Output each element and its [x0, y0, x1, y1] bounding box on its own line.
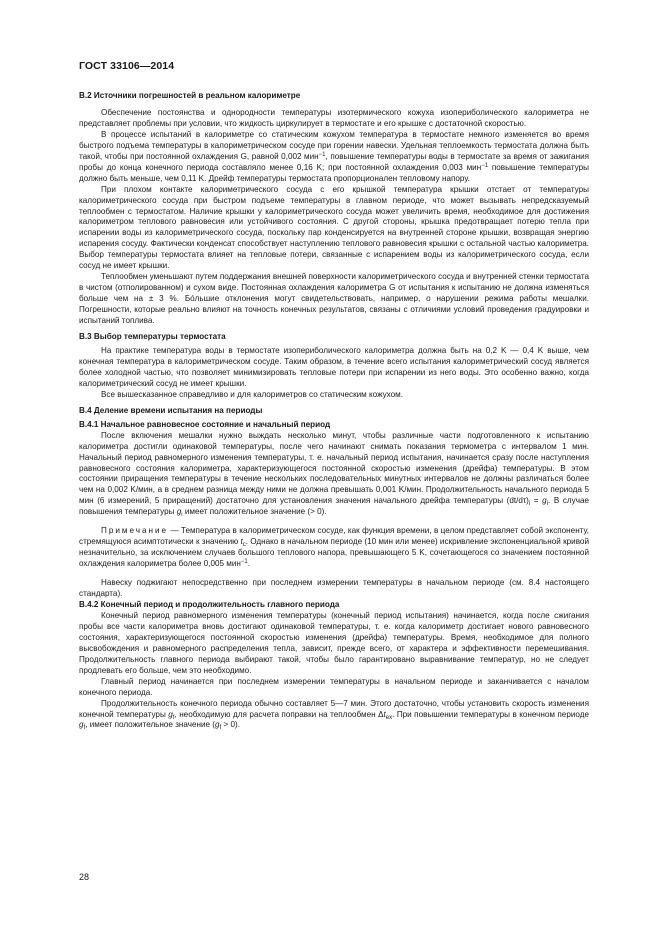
document-body [79, 91, 589, 731]
section-b2-paragraph-2: В процессе испытаний в калориметре со статическим кожухом температура в термостате немного изменяется во время быстрого подъема температуры в калориметрическом сосуде при горении навески. Удельная теплоемкость термостата должна быть такой, чтобы при постоянной охлаждения G, равной 0,002 мин$^{-1}$, повышение температуры воды в термостате за время от зажигания пробы до конца конечного периода составляло менее 0,16 K; при постоянной охлаждения 0,003 мин$^{-1}$ повышение температуры должно быть меньше, чем 0,11 K. Дрейф температуры термостата пропорционален тепловому напору. [79, 129, 590, 183]
section-b3-title: В.3 Выбор температуры термостата [79, 332, 226, 342]
section-b2-title: В.2 Источники погрешностей в реальном калориметре [79, 91, 301, 100]
section-b2-paragraph-4: Теплообмен уменьшают путем поддержания внешней поверхности калориметрического сосуда и внутренней стенки термостата в чистом (отполированном) и сухом виде. Постоянная охлаждения калориметра G от испытания к испытанию не должна изменяться больше чем на ± 3 %. Бóльшие отклонения могут свидетельствовать, например, о нарушении режима работы мешалки. Погрешности, которые реально влияют на точность конечных результатов, связаны с отличиями условий проведения градуировки и испытаний топлива. [79, 272, 589, 326]
section-b4-2-paragraph-3: Продолжительность конечного периода обычно составляет 5—7 мин. Этого достаточно, чтобы установить скорость изменения конечной температуры $g_f$, необходимую для расчета поправки на теплообмен $\Delta t_{ex}$. При повышении температуры в конечном периоде $g_f$, имеет положительное значение $(g_f > 0)$. [79, 698, 589, 732]
section-b4-2-title: В.4.2 Конечный период и продолжительность главного периода [79, 599, 340, 609]
page-number: 28 [79, 872, 90, 882]
section-b2-paragraph-1: Обеспечение постоянства и однородности температуры изотермического кожуха изопериболического калориметра не представляет проблемы при условии, что жидкость циркулирует в термостате и его крышке с достаточной скоростью. [79, 107, 589, 128]
section-b4-1-paragraph-2: Навеску поджигают непосредственно при последнем измерении температуры в начальном периоде (см. 8.4 настоящего стандарта). [79, 578, 589, 599]
section-b2-paragraph-3: При плохом контакте калориметрического сосуда с его крышкой температура крышки отстает от температуры калориметрического сосуда при быстром подъеме температуры в главном периоде, что может вызывать непредсказуемый теплообмен с термостатом. Наличие крышки у калориметрического сосуда может увеличить время, необходимое для достижения калориметром теплового равновесия или устойчивого состояния. С другой стороны, крышка предотвращает потерю тепла при испарении воды из калориметрического сосуда, поскольку пар конденсируется на внутренней стороне крышки, возвращая энергию испарения сосуду. Фактически конденсат способствует наступлению теплового равновесия крышки с остальной частью калориметра. Выбор температуры термостата влияет на тепловые потери, связанные с испарением воды из калориметрического сосуда, если сосуд не имеет крышки. [79, 184, 589, 271]
section-b3-paragraph-1: На практике температура воды в термостате изопериболического калориметра должна быть на 0,2 K — 0,4 K выше, чем конечная температура в калориметрическом сосуде. Таким образом, в течение всего испытания калориметрический сосуд является более холодной частью, что позволяет минимизировать тепловые потери при испарении из него воды. Это особенно важно, когда калориметрический сосуд не имеет крышки. [79, 345, 589, 388]
section-b4-1-paragraph-1: После включения мешалки нужно выждать несколько минут, чтобы различные части подготовленного к испытанию калориметра достигли одинаковой температуры, после чего начинают снимать показания термометра с интервалом 1 мин. Начальный период равномерного изменения температуры, т. е. начальный период испытания, начинается сразу после наступления равновесного состояния калориметра, характеризующегося постоянной скоростью изменения (дрейфа) температуры. В этом состоянии приращения температуры в течение нескольких последовательных минутных интервалов не должны различаться более чем на 0,002 K/мин, а в среднем разница между ними не должна превышать 0,001 K/мин. Продолжительность начального периода 5 мин (6 измерений, 5 приращений) достаточно для установления значения начального дрейфа температуры $(dt/d\tau)_i = g_i$. В случае повышения температуры $g_i$ имеет положительное значение (> 0). [79, 430, 590, 519]
section-b4-2-paragraph-1: Конечный период равномерного изменения температуры (конечный период испытания) начинается, когда после сжигания пробы все части калориметра вновь достигают одинаковой температуры, т. е. когда калориметр достигает нового равновесного состояния, характеризующегося постоянной скоростью изменения (дрейфа) температуры. Время, необходимое для полного высвобождения и равномерного распределения тепла, зависит, прежде всего, от характера и эффективности перемешивания. Продолжительность главного периода выбирают такой, чтобы было гарантировано выравнивание температур, но не следует продлевать его больше, чем это необходимо. [79, 610, 589, 675]
section-b4-2-paragraph-2: Главный период начинается при последнем измерении температуры в начальном периоде и заканчивается с началом конечного периода. [79, 676, 589, 697]
section-b4-1-title: В.4.1 Начальное равновесное состояние и начальный период [79, 419, 331, 429]
section-b4-title: В.4 Деление времени испытания на периоды [79, 405, 263, 415]
section-b4-1-note: Примечание — Температура в калориметрическом сосуде, как функция времени, в целом представляет собой экспоненту, стремящуюся асимптотически к значению $t_c$. Однако в начальном периоде (10 мин или менее) искривление экспоненциальной кривой незначительно, за исключением случаев большого теплового напора, превышающего 5 K, сочетающегося со значением постоянной охлаждения калориметра более 0,005 мин$^{-1}$. [79, 526, 589, 569]
page-header-standard: ГОСТ 33106—2014 [79, 60, 175, 72]
section-b3-paragraph-2: Все вышесказанное справедливо и для калориметров со статическим кожухом. [101, 389, 404, 399]
